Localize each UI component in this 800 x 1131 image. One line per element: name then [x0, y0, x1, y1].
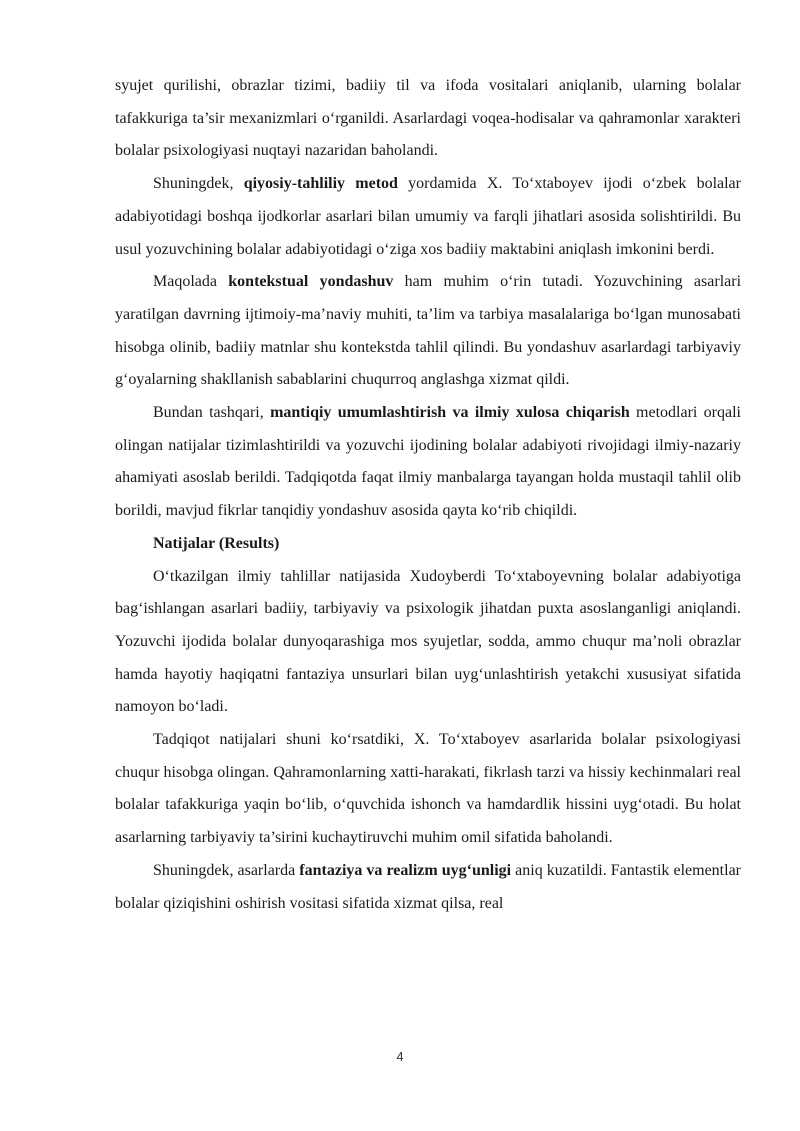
paragraph — [115, 168, 741, 266]
section-heading — [115, 528, 741, 561]
text-run: Maqolada — [153, 273, 229, 291]
paragraph — [115, 266, 741, 397]
body-text — [115, 70, 741, 920]
text-run: Shuningdek, — [153, 175, 244, 193]
paragraph — [115, 855, 741, 920]
text-run: Bundan tashqari, — [153, 404, 271, 422]
paragraph — [115, 397, 741, 528]
bold-term: mantiqiy umumlashtirish va ilmiy xulosa chiqarish — [270, 404, 630, 422]
page-number: 4 — [396, 1049, 404, 1064]
text-run: aniq kuzatildi. Fantastik elementlar bolalar qiziqishini oshirish vositasi sifatida xizmat qilsa, real — [115, 861, 741, 912]
text-run: O‘tkazilgan ilmiy tahlillar natijasida Xudoyberdi To‘xtaboyevning bolalar adabiyotiga bag‘ishlangan asarlari badiiy, tarbiyaviy va psixologik jihatdan puxta asoslanganligi aniqlandi. Yozuvchi ijodida bolalar dunyoqarashiga mos syujetlar, sodda, ammo chuqur ma’noli obrazlar hamda hayotiy haqiqatni fantaziya unsurlari bilan uyg‘unlashtirish yetakchi xususiyat sifatida namoyon bo‘ladi. — [115, 567, 741, 716]
bold-term: Natijalar (Results) — [153, 534, 280, 552]
text-run: yordamida X. To‘xtaboyev ijodi o‘zbek bolalar adabiyotidagi boshqa ijodkorlar asarlari bilan umumiy va farqli jihatlari asosida solishtirildi. Bu usul yozuvchining bolalar adabiyotidagi o‘ziga xos badiiy maktabini aniqlash imkonini berdi. — [115, 175, 741, 258]
paragraph — [115, 724, 741, 855]
text-run: Shuningdek, asarlarda — [153, 861, 300, 879]
text-run: metodlari orqali olingan natijalar tizimlashtirildi va yozuvchi ijodining bolalar adabiyoti rivojidagi ilmiy-nazariy ahamiyati asoslab berildi. Tadqiqotda faqat ilmiy manbalarga tayangan holda mustaqil tahlil olib borildi, mavjud fikrlar tanqidiy yondashuv asosida qayta ko‘rib chiqildi. — [115, 404, 742, 520]
text-run: syujet qurilishi, obrazlar tizimi, badiiy til va ifoda vositalari aniqlanib, ularning bolalar tafakkuriga ta’sir mexanizmlari o‘rganildi. Asarlardagi voqea-hodisalar va qahramonlar xarakteri bolalar psixologiyasi nuqtayi nazaridan baholandi. — [115, 77, 741, 160]
bold-term: kontekstual yondashuv — [228, 273, 394, 291]
bold-term: fantaziya va realizm uyg‘unligi — [299, 861, 512, 879]
text-run: Tadqiqot natijalari shuni ko‘rsatdiki, X. To‘xtaboyev asarlarida bolalar psixologiyasi chuqur hisobga olingan. Qahramonlarning xatti-harakati, fikrlash tarzi va hissiy kechinmalari real bolalar tafakkuriga yaqin bo‘lib, o‘quvchida ishonch va hamdardlik hissini uyg‘otadi. Bu holat asarlarning tarbiyaviy ta’sirini kuchaytiruvchi muhim omil sifatida baholandi. — [115, 731, 741, 847]
paragraph — [115, 561, 741, 725]
text-run: ham muhim o‘rin tutadi. Yozuvchining asarlari yaratilgan davrning ijtimoiy-ma’naviy muhiti, ta’lim va tarbiya masalalariga bo‘lgan munosabati hisobga olinib, badiiy matnlar shu kontekstda tahlil qilindi. Bu yondashuv asarlardagi tarbiyaviy g‘oyalarning shakllanish sabablarini chuqurroq anglashga xizmat qildi. — [115, 273, 742, 389]
bold-term: qiyosiy-tahliliy metod — [243, 175, 398, 193]
paragraph — [115, 70, 741, 168]
